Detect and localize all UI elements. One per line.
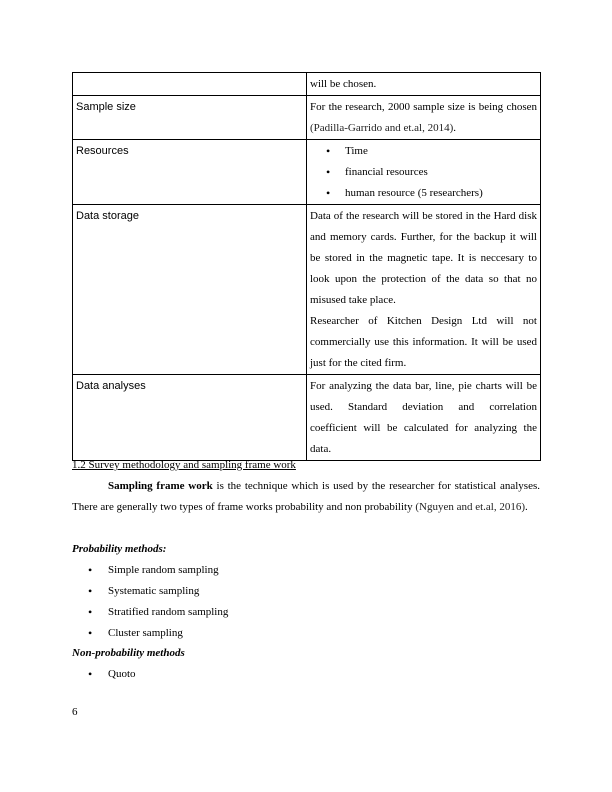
- bold-term: Sampling frame work: [108, 480, 213, 492]
- list-item: • human resource (5 researchers): [345, 183, 537, 204]
- cell-text-end: .: [453, 122, 457, 134]
- cell-paragraph: Researcher of Kitchen Design Ltd will not commercially use this information. It will be used just for the cited firm.: [310, 315, 537, 369]
- section-heading: 1.2 Survey methodology and sampling frame work: [72, 459, 296, 471]
- resources-list: [310, 141, 537, 204]
- table-cell-value: [307, 96, 541, 140]
- list-item: • Cluster sampling: [72, 623, 228, 644]
- table-cell-value: will be chosen.: [307, 73, 541, 96]
- table-cell-label: Resources: [73, 140, 307, 205]
- paragraph-end: .: [525, 501, 528, 513]
- list-item: • Systematic sampling: [72, 581, 228, 602]
- list-item: • Time: [345, 141, 537, 162]
- research-design-table: [72, 72, 541, 461]
- table-row: [73, 73, 541, 96]
- table-cell-value: [307, 205, 541, 375]
- paragraph-text: is the technique which is used by the researcher for statistical analyses. There are generally two types of frame works probability and non probability: [72, 480, 540, 513]
- list-item: • Stratified random sampling: [72, 602, 228, 623]
- table-row: [73, 375, 541, 461]
- table-cell-label: [73, 73, 307, 96]
- cell-paragraph: Data of the research will be stored in the Hard disk and memory cards. Further, for the backup it will be stored in the magnetic tape. It is neccesary to look upon the protection of the data so that no misused take place.: [310, 210, 537, 306]
- nonprobability-heading: Non-probability methods: [72, 647, 185, 659]
- table-cell-label: Data storage: [73, 205, 307, 375]
- probability-heading: Probability methods:: [72, 543, 167, 555]
- table-cell-value: For analyzing the data bar, line, pie charts will be used. Standard deviation and correlation coefficient will be calculated for analyzing the data.: [307, 375, 541, 461]
- table-cell-label: Sample size: [73, 96, 307, 140]
- cell-text: For the research, 2000 sample size is being chosen: [310, 101, 537, 113]
- list-item: • Simple random sampling: [72, 560, 228, 581]
- citation: (Padilla-Garrido and et.al, 2014): [310, 122, 454, 134]
- probability-list: [72, 560, 228, 644]
- table-cell-label: Data analyses: [73, 375, 307, 461]
- body-paragraph: [72, 476, 540, 518]
- list-item: • Quoto: [72, 664, 136, 685]
- nonprobability-list: [72, 664, 136, 685]
- list-item: • financial resources: [345, 162, 537, 183]
- table-row: [73, 140, 541, 205]
- citation: (Nguyen and et.al, 2016): [415, 501, 526, 513]
- table-row: [73, 205, 541, 375]
- page-number: 6: [72, 706, 78, 718]
- table-row: [73, 96, 541, 140]
- table-cell-value: [307, 140, 541, 205]
